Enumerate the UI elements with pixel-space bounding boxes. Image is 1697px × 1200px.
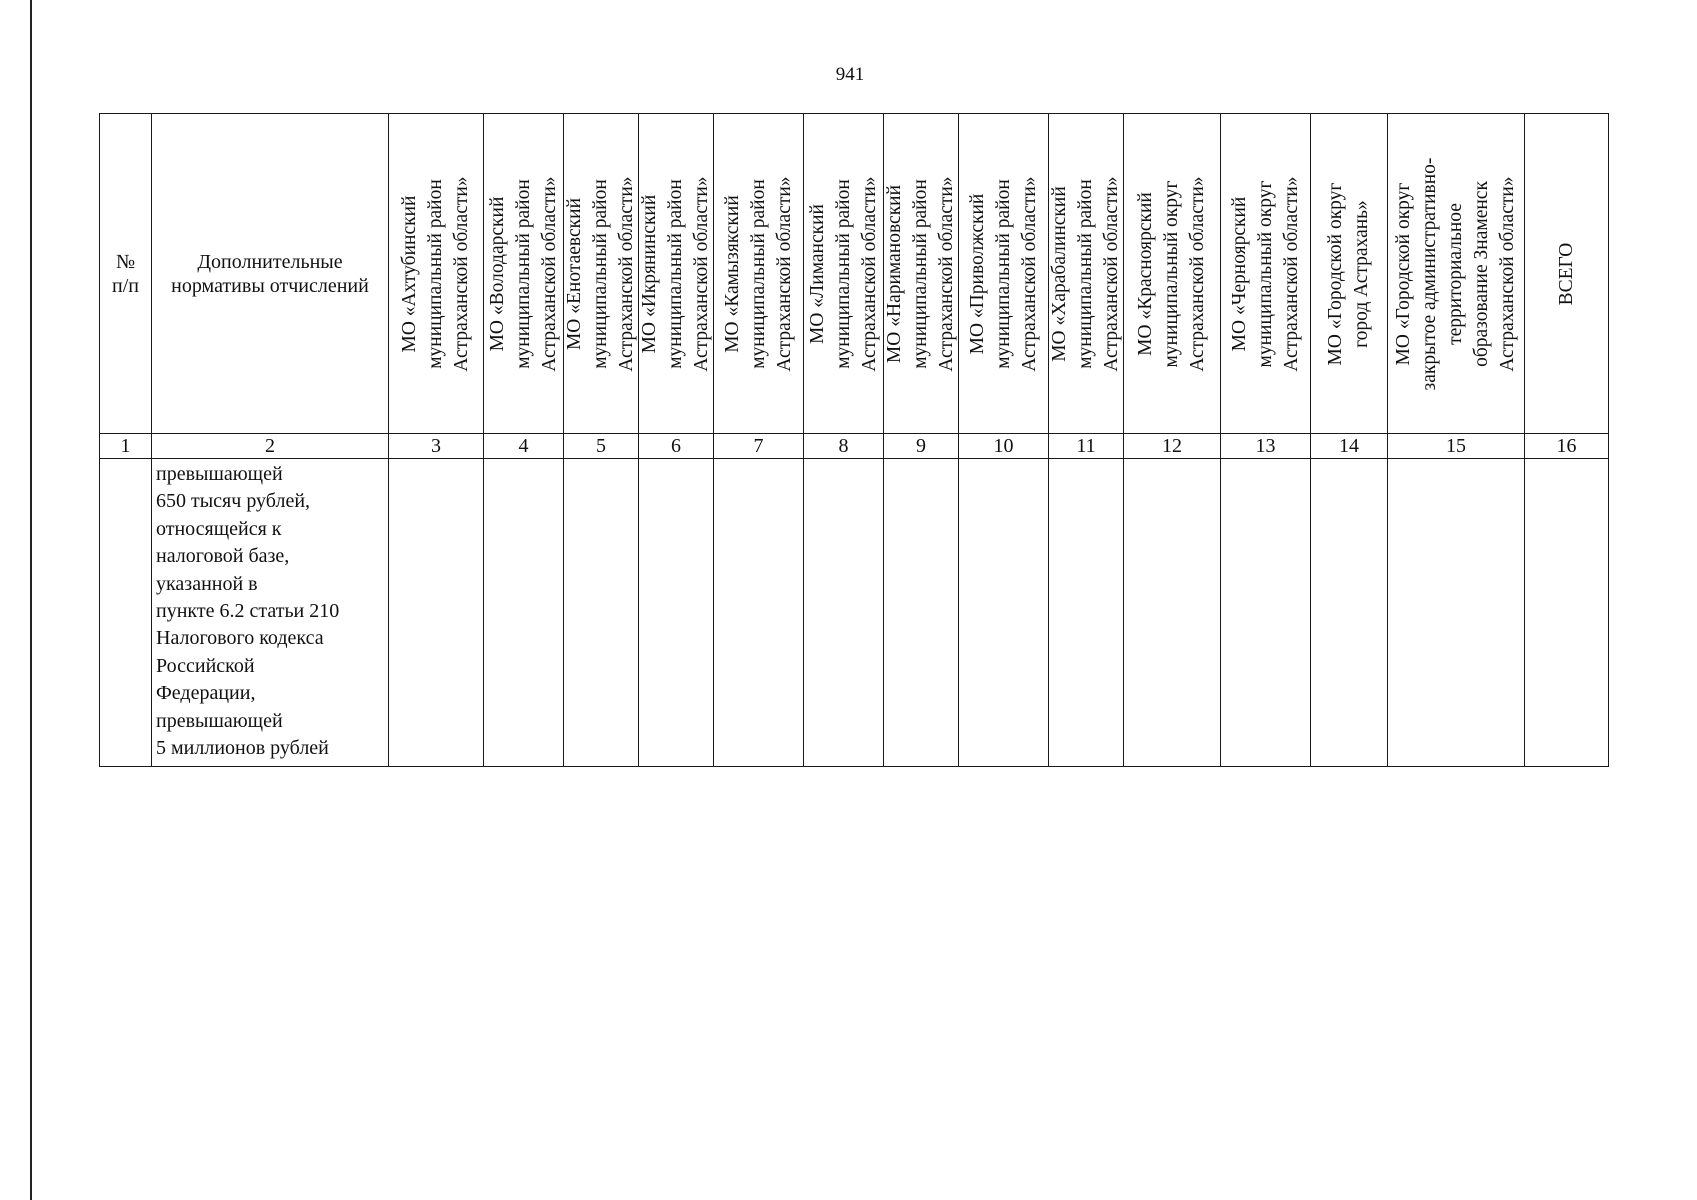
column-number: 11: [1049, 434, 1124, 459]
header-col-16: [1525, 114, 1609, 434]
header-col-label: МО «Наримановский муниципальный район Астраханской области»: [884, 175, 957, 372]
row-value-cell: [1049, 459, 1124, 767]
column-number: 13: [1221, 434, 1311, 459]
column-number: 10: [959, 434, 1049, 459]
header-num-label: № п/п: [112, 250, 139, 297]
column-number: 16: [1525, 434, 1609, 459]
row-value-cell: [1525, 459, 1609, 767]
header-col-label: МО «Камызякский муниципальный район Астраханской области»: [721, 175, 795, 372]
header-col-label: МО «Городской округ город Астрахань»: [1325, 182, 1372, 365]
column-number: 14: [1311, 434, 1388, 459]
row-value-cell: [1124, 459, 1221, 767]
row-value-cell: [1221, 459, 1311, 767]
row-value-cell: [959, 459, 1049, 767]
column-number: 15: [1388, 434, 1525, 459]
header-col-12: [1124, 114, 1221, 434]
header-col-6: [639, 114, 714, 434]
header-col-5: [564, 114, 639, 434]
column-number: 8: [804, 434, 884, 459]
allocation-table: [99, 113, 1609, 767]
header-col-label: МО «Городской округ закрытое административно- территориальное образование Знаменск Астраханской области»: [1393, 157, 1518, 390]
header-col-9: [884, 114, 959, 434]
header-col-label: МО «Лиманский муниципальный район Астраханской области»: [806, 175, 880, 372]
header-desc-label: Дополнительные нормативы отчислений: [171, 250, 369, 297]
row-value-cell: [884, 459, 959, 767]
header-col-10: [959, 114, 1049, 434]
row-value-cell: [639, 459, 714, 767]
header-col-7: [714, 114, 804, 434]
column-number: 9: [884, 434, 959, 459]
row-value-cell: [389, 459, 484, 767]
page-number: 941: [835, 64, 865, 85]
column-number: 12: [1124, 434, 1221, 459]
header-col-3: [389, 114, 484, 434]
row-value-cell: [1388, 459, 1525, 767]
header-col-label: МО «Икрянинский муниципальный район Астраханской области»: [639, 175, 712, 372]
header-col-label: МО «Харабалинский муниципальный район Астраханской области»: [1049, 175, 1122, 372]
page-margin-line: [30, 0, 32, 1200]
header-col-label: МО «Володарский муниципальный район Астраханской области»: [486, 175, 560, 372]
header-desc-cell: [152, 114, 389, 434]
row-value-cell: [484, 459, 564, 767]
header-col-label: МО «Красноярский муниципальный округ Астраханской области»: [1135, 175, 1208, 372]
header-col-4: [484, 114, 564, 434]
header-col-8: [804, 114, 884, 434]
column-number: 3: [389, 434, 484, 459]
header-col-11: [1049, 114, 1124, 434]
row-value-cell: [564, 459, 639, 767]
header-col-label: МО «Ахтубинский муниципальный район Астраханской области»: [399, 175, 472, 372]
column-number: 2: [152, 434, 389, 459]
column-number: 6: [639, 434, 714, 459]
header-col-label: МО «Приволжский муниципальный район Астраханской области»: [966, 175, 1040, 372]
header-col-15: [1388, 114, 1525, 434]
header-num-cell: [100, 114, 152, 434]
header-col-label: ВСЕГО: [1555, 242, 1577, 305]
row-value-cell: [714, 459, 804, 767]
header-col-14: [1311, 114, 1388, 434]
column-number: 5: [564, 434, 639, 459]
table-header-row: [100, 114, 1609, 434]
column-number-row: [100, 434, 1609, 459]
row-value-cell: [1311, 459, 1388, 767]
table-row: [100, 459, 1609, 767]
header-col-label: МО «Черноярский муниципальный округ Астраханской области»: [1228, 175, 1302, 372]
row-num-cell: [100, 459, 152, 767]
column-number: 1: [100, 434, 152, 459]
row-description: превышающей 650 тысяч рублей, относящейся к налоговой базе, указанной в пункте 6.2 статьи 210 Налогового кодекса Российской Федерации, превышающей 5 миллионов рублей: [152, 459, 389, 767]
row-value-cell: [804, 459, 884, 767]
column-number: 7: [714, 434, 804, 459]
column-number: 4: [484, 434, 564, 459]
header-col-13: [1221, 114, 1311, 434]
header-col-label: МО «Енотаевский муниципальный район Астраханской области»: [564, 175, 637, 372]
